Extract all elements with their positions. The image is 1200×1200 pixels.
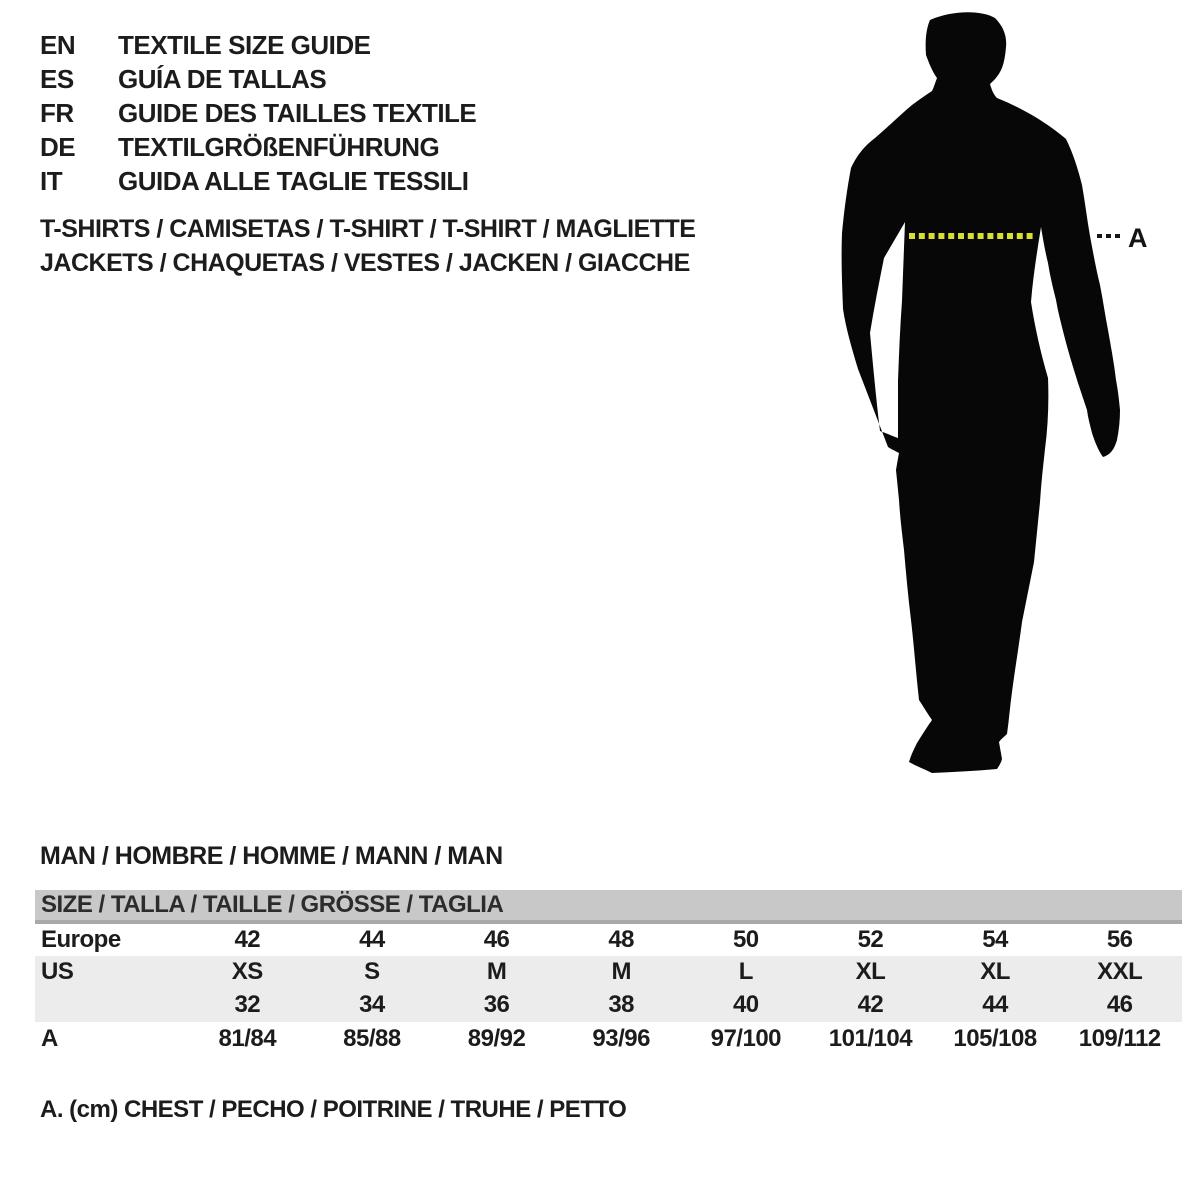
language-label: TEXTILGRÖßENFÜHRUNG — [118, 132, 440, 162]
size-cell: 32 — [234, 991, 261, 1018]
size-cell: 34 — [359, 991, 385, 1018]
size-cell: 81/84 — [218, 1025, 277, 1052]
table-row-us — [35, 956, 1182, 988]
size-cell: 44 — [982, 991, 1008, 1018]
category-line-jackets: JACKETS / CHAQUETAS / VESTES / JACKEN / GIACCHE — [40, 249, 690, 277]
size-cell: L — [738, 958, 753, 985]
gender-heading: MAN / HOMBRE / HOMME / MANN / MAN — [40, 842, 503, 870]
row-label — [35, 988, 185, 1022]
size-cell: 97/100 — [710, 1025, 782, 1052]
category-lines — [40, 212, 695, 280]
language-row-it — [40, 164, 476, 198]
size-cell: 46 — [1106, 991, 1133, 1018]
row-label: Europe — [41, 926, 121, 953]
size-table — [35, 924, 1182, 1056]
language-label: TEXTILE SIZE GUIDE — [118, 30, 371, 60]
measure-a-label: A — [1128, 223, 1148, 253]
language-row-en — [40, 28, 476, 62]
size-cell: M — [486, 958, 507, 985]
size-cell: XXL — [1097, 958, 1143, 985]
language-code: EN — [40, 30, 76, 60]
size-cell: 105/108 — [953, 1025, 1037, 1052]
size-cell: XL — [980, 958, 1010, 985]
language-label: GUIDA ALLE TAGLIE TESSILI — [118, 166, 469, 196]
language-row-fr — [40, 96, 476, 130]
table-row-alt-sizes — [35, 988, 1182, 1022]
size-cell: 40 — [732, 991, 759, 1018]
language-code: FR — [40, 98, 74, 128]
size-cell: 38 — [608, 991, 635, 1018]
language-row-es — [40, 62, 476, 96]
size-cell: 48 — [608, 926, 635, 953]
size-cell: 46 — [483, 926, 510, 953]
size-cell: 93/96 — [592, 1025, 650, 1052]
size-cell: 54 — [982, 926, 1008, 953]
language-row-de — [40, 130, 476, 164]
size-cell: 36 — [483, 991, 510, 1018]
size-cell: 101/104 — [828, 1025, 913, 1052]
man-silhouette-icon — [842, 12, 1120, 773]
size-cell: 50 — [732, 926, 759, 953]
size-cell: XL — [855, 958, 886, 985]
language-label: GUÍA DE TALLAS — [118, 64, 327, 94]
language-label: GUIDE DES TAILLES TEXTILE — [118, 98, 477, 128]
size-cell: 52 — [857, 926, 884, 953]
body-measurement-figure — [820, 5, 1160, 785]
measure-legend: A. (cm) CHEST / PECHO / POITRINE / TRUHE / PETTO — [40, 1096, 627, 1123]
size-cell: 89/92 — [467, 1025, 526, 1052]
size-cell: 42 — [234, 926, 261, 953]
size-cell: 109/112 — [1078, 1025, 1161, 1052]
size-cell: S — [364, 958, 380, 985]
size-cell: M — [611, 958, 631, 985]
table-row-chest-cm — [35, 1022, 1182, 1056]
language-list — [40, 28, 476, 198]
row-label: US — [41, 958, 74, 985]
size-cell: XS — [231, 958, 263, 985]
language-code: IT — [40, 166, 63, 196]
size-cell: 85/88 — [343, 1025, 401, 1052]
size-table-header: SIZE / TALLA / TAILLE / GRÖSSE / TAGLIA — [35, 890, 1182, 924]
table-row-europe — [35, 924, 1182, 956]
size-cell: 42 — [857, 991, 884, 1018]
size-cell: 56 — [1106, 926, 1133, 953]
category-line-tshirts: T-SHIRTS / CAMISETAS / T-SHIRT / T-SHIRT / MAGLIETTE — [40, 215, 696, 243]
language-code: ES — [40, 64, 74, 94]
size-cell: 44 — [359, 926, 385, 953]
row-label: A — [41, 1025, 58, 1052]
language-code: DE — [40, 132, 76, 162]
